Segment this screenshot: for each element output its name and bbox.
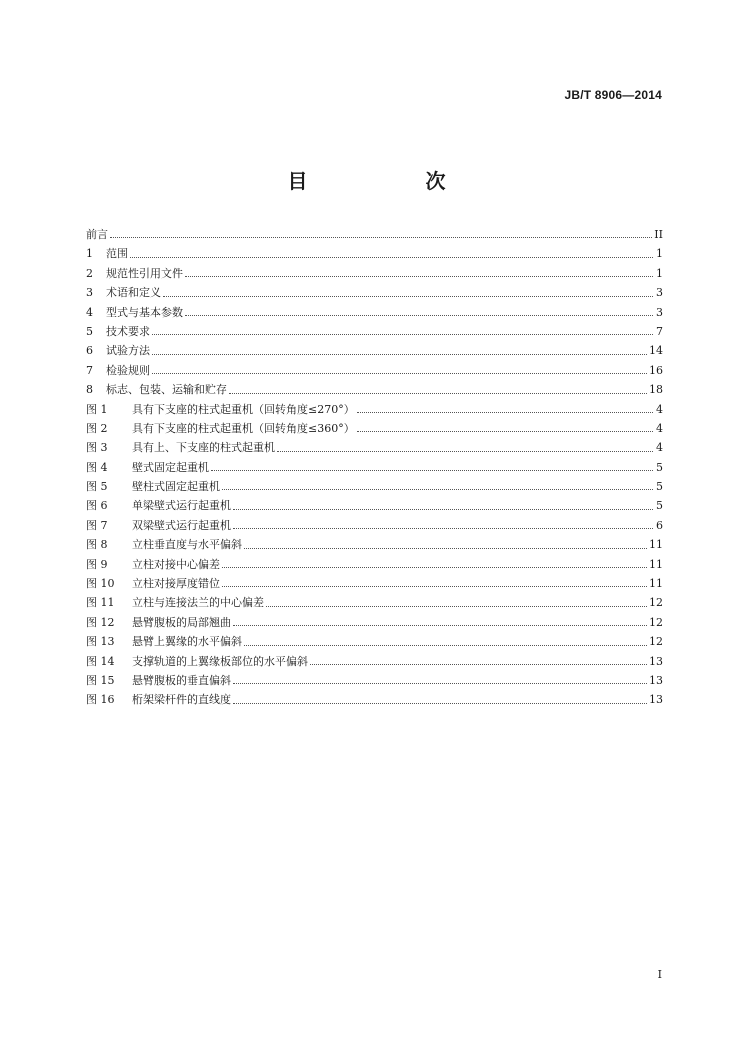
toc-entry-number: 图 14 xyxy=(86,654,115,668)
toc-entry-label: 立柱对接厚度错位 xyxy=(132,577,220,591)
toc-leader-dots xyxy=(211,469,653,471)
toc-entry-page: 11 xyxy=(649,538,663,552)
toc-leader-dots xyxy=(152,372,647,374)
toc-entry-label: 标志、包装、运输和贮存 xyxy=(106,383,227,397)
toc-entry-number: 4 xyxy=(86,305,93,319)
toc-entry-page: 5 xyxy=(656,499,663,513)
toc-entry-number: 6 xyxy=(86,344,93,358)
toc-leader-dots xyxy=(357,430,653,432)
toc-entry-number: 图 5 xyxy=(86,480,108,494)
toc-entry-number: 图 12 xyxy=(86,615,115,629)
toc-entry-page: 3 xyxy=(656,286,663,300)
toc-entry-label: 具有下支座的柱式起重机（回转角度≤360°） xyxy=(132,421,355,435)
page-title: 目 次 xyxy=(287,169,472,193)
toc-entry[interactable] xyxy=(86,438,663,457)
toc-entry-page: 11 xyxy=(649,557,663,571)
toc-leader-dots xyxy=(152,333,653,335)
toc-entry-page: 4 xyxy=(656,421,663,435)
toc-leader-dots xyxy=(222,566,647,568)
toc-entry[interactable] xyxy=(86,225,663,244)
toc-entry-label: 前言 xyxy=(86,228,108,241)
toc-entry[interactable] xyxy=(86,283,663,302)
toc-entry[interactable] xyxy=(86,535,663,554)
toc-leader-dots xyxy=(222,585,647,587)
toc-entry-page: 5 xyxy=(656,480,663,494)
toc-entry-page: 11 xyxy=(649,577,663,591)
toc-entry[interactable] xyxy=(86,244,663,263)
toc-entry[interactable] xyxy=(86,303,663,322)
toc-entry-number: 图 10 xyxy=(86,577,115,591)
toc-entry-number: 7 xyxy=(86,363,93,377)
toc-entry-number: 1 xyxy=(86,247,93,261)
toc-entry-page: 12 xyxy=(649,596,663,610)
toc-entry[interactable] xyxy=(86,555,663,574)
toc-entry[interactable] xyxy=(86,613,663,632)
toc-entry-label: 检验规则 xyxy=(106,363,150,377)
toc-leader-dots xyxy=(277,450,653,452)
toc-entry-page: 3 xyxy=(656,305,663,319)
toc-leader-dots xyxy=(310,663,647,665)
toc-entry-number: 图 3 xyxy=(86,441,108,455)
toc-entry[interactable] xyxy=(86,419,663,438)
toc-entry[interactable] xyxy=(86,458,663,477)
toc-leader-dots xyxy=(152,353,647,355)
toc-entry-page: 12 xyxy=(649,615,663,629)
toc-leader-dots xyxy=(233,702,647,704)
toc-leader-dots xyxy=(110,236,652,238)
toc-leader-dots xyxy=(233,508,653,510)
toc-entry[interactable] xyxy=(86,400,663,419)
toc-entry-label: 悬臂腹板的垂直偏斜 xyxy=(132,673,231,687)
toc-entry-label: 立柱垂直度与水平偏斜 xyxy=(132,538,242,552)
toc-entry-label: 单梁壁式运行起重机 xyxy=(132,499,231,513)
standard-number: JB/T 8906—2014 xyxy=(564,88,662,102)
toc-entry-page: 13 xyxy=(649,673,663,687)
toc-entry-label: 双梁壁式运行起重机 xyxy=(132,518,231,532)
toc-entry-label: 型式与基本参数 xyxy=(106,305,183,319)
toc-entry-label: 壁式固定起重机 xyxy=(132,460,209,474)
toc-entry[interactable] xyxy=(86,264,663,283)
toc-leader-dots xyxy=(266,605,647,607)
toc-entry[interactable] xyxy=(86,496,663,515)
toc-leader-dots xyxy=(222,488,653,490)
toc-entry-number: 图 9 xyxy=(86,557,108,571)
toc-entry-page: 14 xyxy=(649,344,663,358)
toc-entry-label: 立柱与连接法兰的中心偏差 xyxy=(132,596,264,610)
toc-entry[interactable] xyxy=(86,341,663,360)
toc-entry-page: 13 xyxy=(649,693,663,707)
toc-entry-label: 具有上、下支座的柱式起重机 xyxy=(132,441,275,455)
toc-leader-dots xyxy=(244,547,647,549)
toc-entry-label: 试验方法 xyxy=(106,344,150,358)
toc-entry-page: 5 xyxy=(656,460,663,474)
toc-entry[interactable] xyxy=(86,671,663,690)
toc-entry-label: 术语和定义 xyxy=(106,286,161,300)
toc-entry-number: 图 1 xyxy=(86,402,108,416)
toc-leader-dots xyxy=(185,275,653,277)
toc-entry-page: 18 xyxy=(649,383,663,397)
toc-entry[interactable] xyxy=(86,477,663,496)
toc-entry-page: 1 xyxy=(656,266,663,280)
toc-leader-dots xyxy=(233,624,647,626)
toc-entry-label: 悬臂腹板的局部翘曲 xyxy=(132,615,231,629)
toc-entry-number: 图 6 xyxy=(86,499,108,513)
toc-entry-label: 立柱对接中心偏差 xyxy=(132,557,220,571)
toc-leader-dots xyxy=(229,392,647,394)
toc-entry-label: 规范性引用文件 xyxy=(106,266,183,280)
toc-entry-label: 支撑轨道的上翼缘板部位的水平偏斜 xyxy=(132,654,308,668)
toc-entry[interactable] xyxy=(86,690,663,709)
toc-entry-label: 壁柱式固定起重机 xyxy=(132,480,220,494)
toc-entry-number: 8 xyxy=(86,383,93,397)
toc-entry-page: 7 xyxy=(656,324,663,338)
toc-entry-page: 4 xyxy=(656,441,663,455)
toc-entry-page: 16 xyxy=(649,363,663,377)
toc-leader-dots xyxy=(130,256,653,258)
toc-entry-label: 范围 xyxy=(106,247,128,261)
toc-entry-number: 图 15 xyxy=(86,673,115,687)
toc-entry-number: 图 4 xyxy=(86,460,108,474)
toc-entry[interactable] xyxy=(86,574,663,593)
toc-leader-dots xyxy=(244,644,647,646)
toc-entry[interactable] xyxy=(86,361,663,380)
toc-entry-label: 桁架梁杆件的直线度 xyxy=(132,693,231,707)
toc-entry[interactable] xyxy=(86,632,663,651)
toc-entry-page: 12 xyxy=(649,635,663,649)
toc-entry-label: 技术要求 xyxy=(106,324,150,338)
toc-entry-number: 5 xyxy=(86,324,93,338)
toc-entry[interactable] xyxy=(86,322,663,341)
toc-entry-label: 悬臂上翼缘的水平偏斜 xyxy=(132,635,242,649)
table-of-contents xyxy=(86,225,663,710)
toc-entry-number: 图 7 xyxy=(86,518,108,532)
toc-entry-page: 6 xyxy=(656,518,663,532)
toc-leader-dots xyxy=(233,682,647,684)
toc-leader-dots xyxy=(163,295,653,297)
toc-entry-label: 具有下支座的柱式起重机（回转角度≤270°） xyxy=(132,402,355,416)
toc-entry-number: 图 8 xyxy=(86,538,108,552)
page-number: I xyxy=(657,968,662,981)
toc-entry-number: 3 xyxy=(86,286,93,300)
toc-leader-dots xyxy=(357,411,653,413)
toc-entry-page: 4 xyxy=(656,402,663,416)
toc-entry-page: 13 xyxy=(649,654,663,668)
toc-entry[interactable] xyxy=(86,652,663,671)
toc-entry-page: II xyxy=(654,228,663,241)
toc-entry-number: 图 11 xyxy=(86,596,115,610)
toc-entry-number: 图 2 xyxy=(86,421,108,435)
toc-entry[interactable] xyxy=(86,380,663,399)
toc-entry-number: 图 13 xyxy=(86,635,115,649)
toc-leader-dots xyxy=(233,527,653,529)
toc-entry-number: 2 xyxy=(86,266,93,280)
toc-entry-page: 1 xyxy=(656,247,663,261)
toc-entry-number: 图 16 xyxy=(86,693,115,707)
toc-entry[interactable] xyxy=(86,516,663,535)
toc-leader-dots xyxy=(185,314,653,316)
toc-entry[interactable] xyxy=(86,593,663,612)
